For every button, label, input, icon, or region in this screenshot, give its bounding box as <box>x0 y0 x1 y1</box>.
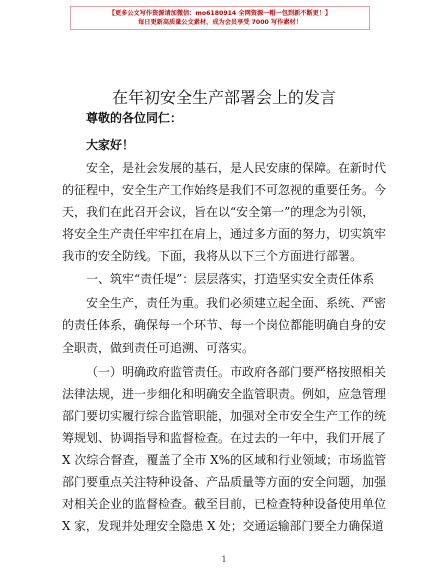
body-line: 安全生产，责任为重。我们必须建立起全面、系统、严密 <box>86 296 387 310</box>
body-line: 法律法规，进一步细化和明确安全监管职责。例如，应急管理 <box>62 387 387 401</box>
promo-banner[interactable] <box>70 6 370 30</box>
body-line: 筹规划、协调指导和监督检查。在过去的一年中，我们开展了 <box>62 431 387 445</box>
body-line: 天，我们在此召开会议，旨在以“安全第一”的理念为引领， <box>62 205 375 219</box>
section-heading: 一、筑牢“责任堤”：层层落实，打造坚实安全责任体系 <box>86 272 375 286</box>
salutation: 尊敬的各位同仁： <box>86 111 183 125</box>
body-line: 的征程中，安全生产工作始终是我们不可忽视的重要任务。今 <box>62 183 387 197</box>
greeting: 大家好！ <box>86 138 135 152</box>
banner-line-1: 【更多公文写作资源请加微信：mo6180914 全网资源一帽一包到新不断更！】 <box>108 10 332 17</box>
body-line: 将安全生产责任牢牢扛在肩上，通过多方面的努力，切实筑牢 <box>62 227 387 241</box>
body-line: 我市的安全防线。下面，我将从以下三个方面进行部署。 <box>62 249 363 263</box>
body-line: X 家，发现并处理安全隐患 X 处；交通运输部门要全力确保道 <box>62 519 384 533</box>
body-line: 部门要切实履行综合监管职能，加强对全市安全生产工作的统 <box>62 409 387 423</box>
body-line: 对相关企业的监督检查。截至目前，已检查特种设备使用单位 <box>62 497 387 511</box>
body-line: 部门要重点关注特种设备、产品质量等方面的安全问题，加强 <box>62 475 387 489</box>
subsection-heading: （一）明确政府监管责任。市政府各部门要严格按照相关 <box>86 365 387 379</box>
body-line: 全职责，做到责任可追溯、可落实。 <box>62 341 255 355</box>
page-number: 1 <box>221 555 227 564</box>
banner-line-2: 每日更新高质量公文素材，成为会员享受 7000 写作素材！ <box>138 19 302 26</box>
document-title: 在年初安全生产部署会上的发言 <box>111 88 336 107</box>
body-line: 安全，是社会发展的基石，是人民安康的保障。在新时代 <box>86 161 387 175</box>
body-line: 的责任体系，确保每一个环节、每一个岗位都能明确自身的安 <box>62 318 387 332</box>
body-line: X 次综合督查，覆盖了全市 X%的区域和行业领域；市场监管 <box>62 453 387 467</box>
